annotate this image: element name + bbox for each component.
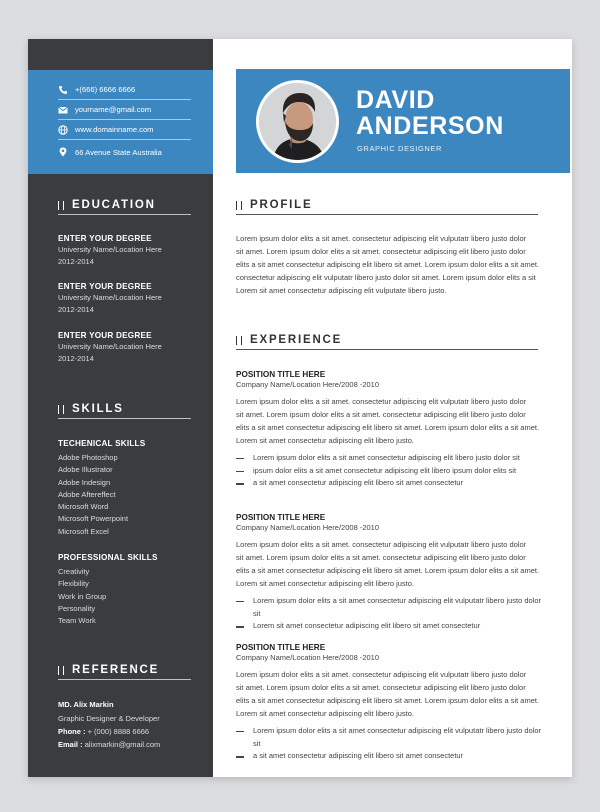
- skill-item: Work in Group: [58, 591, 107, 601]
- email-text: yourname@gmail.com: [75, 105, 152, 114]
- experience-item: [236, 370, 542, 490]
- dash-icon: [236, 725, 253, 751]
- bullet-item: Lorem ipsum dolor elits a sit amet consectetur adipiscing elit vulputatr libero justo dolor sit: [236, 595, 542, 621]
- school-name: University Name/Location Here: [58, 245, 162, 254]
- skill-item: Adobe Indesign: [58, 477, 111, 487]
- company-line: Company Name/Location Here/2008 -2010: [236, 523, 380, 532]
- reference-block: [58, 699, 198, 751]
- dash-icon: [236, 620, 253, 633]
- experience-item: [236, 513, 542, 633]
- bullet-item: Lorem sit amet consectetur adipiscing elit libero sit amet consectetur: [236, 620, 542, 633]
- last-name: ANDERSON: [356, 112, 504, 140]
- company-line: Company Name/Location Here/2008 -2010: [236, 653, 380, 662]
- education-item: [58, 282, 198, 317]
- dash-icon: [236, 452, 253, 465]
- contact-email: [58, 100, 191, 120]
- profile-photo: [256, 80, 339, 163]
- dash-icon: [236, 750, 253, 763]
- skill-item: Adobe Illustrator: [58, 465, 113, 475]
- job-role: GRAPHIC DESIGNER: [357, 144, 443, 153]
- degree-title: ENTER YOUR DEGREE: [58, 282, 152, 291]
- bullet-item: ipsum dolor elits a sit amet consectetur adipiscing elit libero ipsum dolor elits sit: [236, 465, 542, 478]
- reference-phone: Phone : + (000) 8888 6666: [58, 726, 150, 736]
- degree-title: ENTER YOUR DEGREE: [58, 234, 152, 243]
- bullet-item: Lorem ipsum dolor elits a sit amet consectetur adipiscing elit libero justo dolor sit: [236, 452, 542, 465]
- bullet-list: [236, 725, 542, 764]
- profile-heading: PROFILE: [236, 199, 538, 215]
- candidate-name: [356, 87, 504, 139]
- reference-heading: REFERENCE: [58, 664, 191, 680]
- education-years: 2012-2014: [58, 305, 94, 315]
- dash-icon: [236, 465, 253, 478]
- job-description: Lorem ipsum dolor elits a sit amet. consectetur adipiscing elit vulputatr libero justo dolor sit amet. Lorem ipsum dolor elits a sit amet. consectetur adipiscing elit libero justo dolor elits a sit amet consectetur adipiscing elit libero sit amet. Lorem ipsum dolor elits a sit amet. Lorem sit amet consectetur adipiscing elit libero justo.: [236, 540, 540, 588]
- resume-page: [28, 39, 572, 777]
- skill-item: Personality: [58, 603, 96, 613]
- position-title: POSITION TITLE HERE: [236, 513, 326, 522]
- job-description: Lorem ipsum dolor elits a sit amet. consectetur adipiscing elit vulputatr libero justo dolor sit amet. Lorem ipsum dolor elits a sit amet. consectetur adipiscing elit libero justo dolor elits a sit amet consectetur adipiscing elit libero sit amet. Lorem ipsum dolor elits a sit amet. Lorem sit amet consectetur adipiscing elit libero justo.: [236, 397, 540, 445]
- education-years: 2012-2014: [58, 354, 94, 364]
- address-text: 66 Avenue State Australia: [75, 147, 162, 157]
- reference-email: Email : alixmarkin@gmail.com: [58, 739, 161, 749]
- globe-icon: [58, 125, 68, 135]
- contact-address: [58, 142, 191, 162]
- phone-icon: [58, 85, 68, 95]
- skill-item: Microsoft Powerpoint: [58, 514, 129, 524]
- bullet-item: a sit amet consectetur adipiscing elit libero sit amet consectetur: [236, 477, 542, 490]
- school-name: University Name/Location Here: [58, 293, 162, 302]
- education-item: [58, 331, 198, 366]
- education-years: 2012-2014: [58, 257, 94, 267]
- profile-text: Lorem ipsum dolor elits a sit amet. consectetur adipiscing elit vulputatr libero justo dolor sit amet. Lorem ipsum dolor elits a sit amet. consectetur adipiscing elit libero justo dolor elits a sit amet consectetur adipiscing elit libero sit amet. Lorem ipsum dolor elits a sit amet. consectetur adipiscing elit vulputatr libero justo dolor sit amet. Lorem ipsum dolor elits a sit Lorem sit amet consectetur adipiscing elit vulputate libero justo.: [236, 234, 540, 295]
- heading-bars-icon: [58, 666, 64, 675]
- reference-title: Graphic Designer & Developer: [58, 713, 160, 723]
- skill-item: Team Work: [58, 616, 96, 626]
- skill-item: Adobe Photoshop: [58, 453, 118, 462]
- education-heading: EDUCATION: [58, 199, 191, 215]
- skill-item: Flexibility: [58, 579, 89, 589]
- skills-heading: SKILLS: [58, 403, 191, 419]
- job-description: Lorem ipsum dolor elits a sit amet. consectetur adipiscing elit vulputatr libero justo dolor sit amet. Lorem ipsum dolor elits a sit amet. consectetur adipiscing elit libero justo dolor elits a sit amet consectetur adipiscing elit libero sit amet. Lorem ipsum dolor elits a sit amet. Lorem sit amet consectetur adipiscing elit libero justo.: [236, 670, 540, 718]
- position-title: POSITION TITLE HERE: [236, 643, 326, 652]
- reference-name: MD. Alix Markin: [58, 700, 114, 709]
- header-band: [236, 69, 570, 173]
- phone-text: +(666) 6666 6666: [75, 85, 136, 94]
- contact-website: [58, 120, 191, 140]
- professional-skills-title: PROFESSIONAL SKILLS: [58, 553, 158, 562]
- school-name: University Name/Location Here: [58, 342, 162, 351]
- first-name: DAVID: [356, 86, 435, 114]
- skill-item: Microsoft Excel: [58, 526, 109, 536]
- heading-bars-icon: [236, 336, 242, 345]
- website-text: www.domainname.com: [75, 125, 154, 134]
- technical-skills: [58, 439, 198, 538]
- position-title: POSITION TITLE HERE: [236, 370, 326, 379]
- heading-bars-icon: [58, 201, 64, 210]
- experience-heading: EXPERIENCE: [236, 334, 538, 350]
- contact-box: [28, 70, 213, 174]
- mail-icon: [58, 105, 68, 115]
- bullet-item: a sit amet consectetur adipiscing elit libero sit amet consectetur: [236, 750, 542, 763]
- skill-item: Creativity: [58, 567, 90, 576]
- heading-bars-icon: [236, 201, 242, 210]
- professional-skills: [58, 553, 198, 627]
- dash-icon: [236, 477, 253, 490]
- avatar: [259, 83, 336, 160]
- skill-item: Adobe Aftereffect: [58, 489, 116, 499]
- sidebar: [28, 39, 213, 777]
- dash-icon: [236, 595, 253, 621]
- bullet-list: [236, 595, 542, 634]
- education-item: [58, 234, 198, 269]
- portrait-image: [259, 83, 336, 160]
- experience-item: [236, 643, 542, 763]
- degree-title: ENTER YOUR DEGREE: [58, 331, 152, 340]
- company-line: Company Name/Location Here/2008 -2010: [236, 380, 380, 389]
- bullet-list: [236, 452, 542, 491]
- contact-phone: [58, 80, 191, 100]
- skill-item: Microsoft Word: [58, 502, 109, 512]
- heading-bars-icon: [58, 405, 64, 414]
- location-pin-icon: [58, 147, 68, 157]
- technical-skills-title: TECHENICAL SKILLS: [58, 439, 146, 448]
- bullet-item: Lorem ipsum dolor elits a sit amet consectetur adipiscing elit vulputatr libero justo dolor sit: [236, 725, 542, 751]
